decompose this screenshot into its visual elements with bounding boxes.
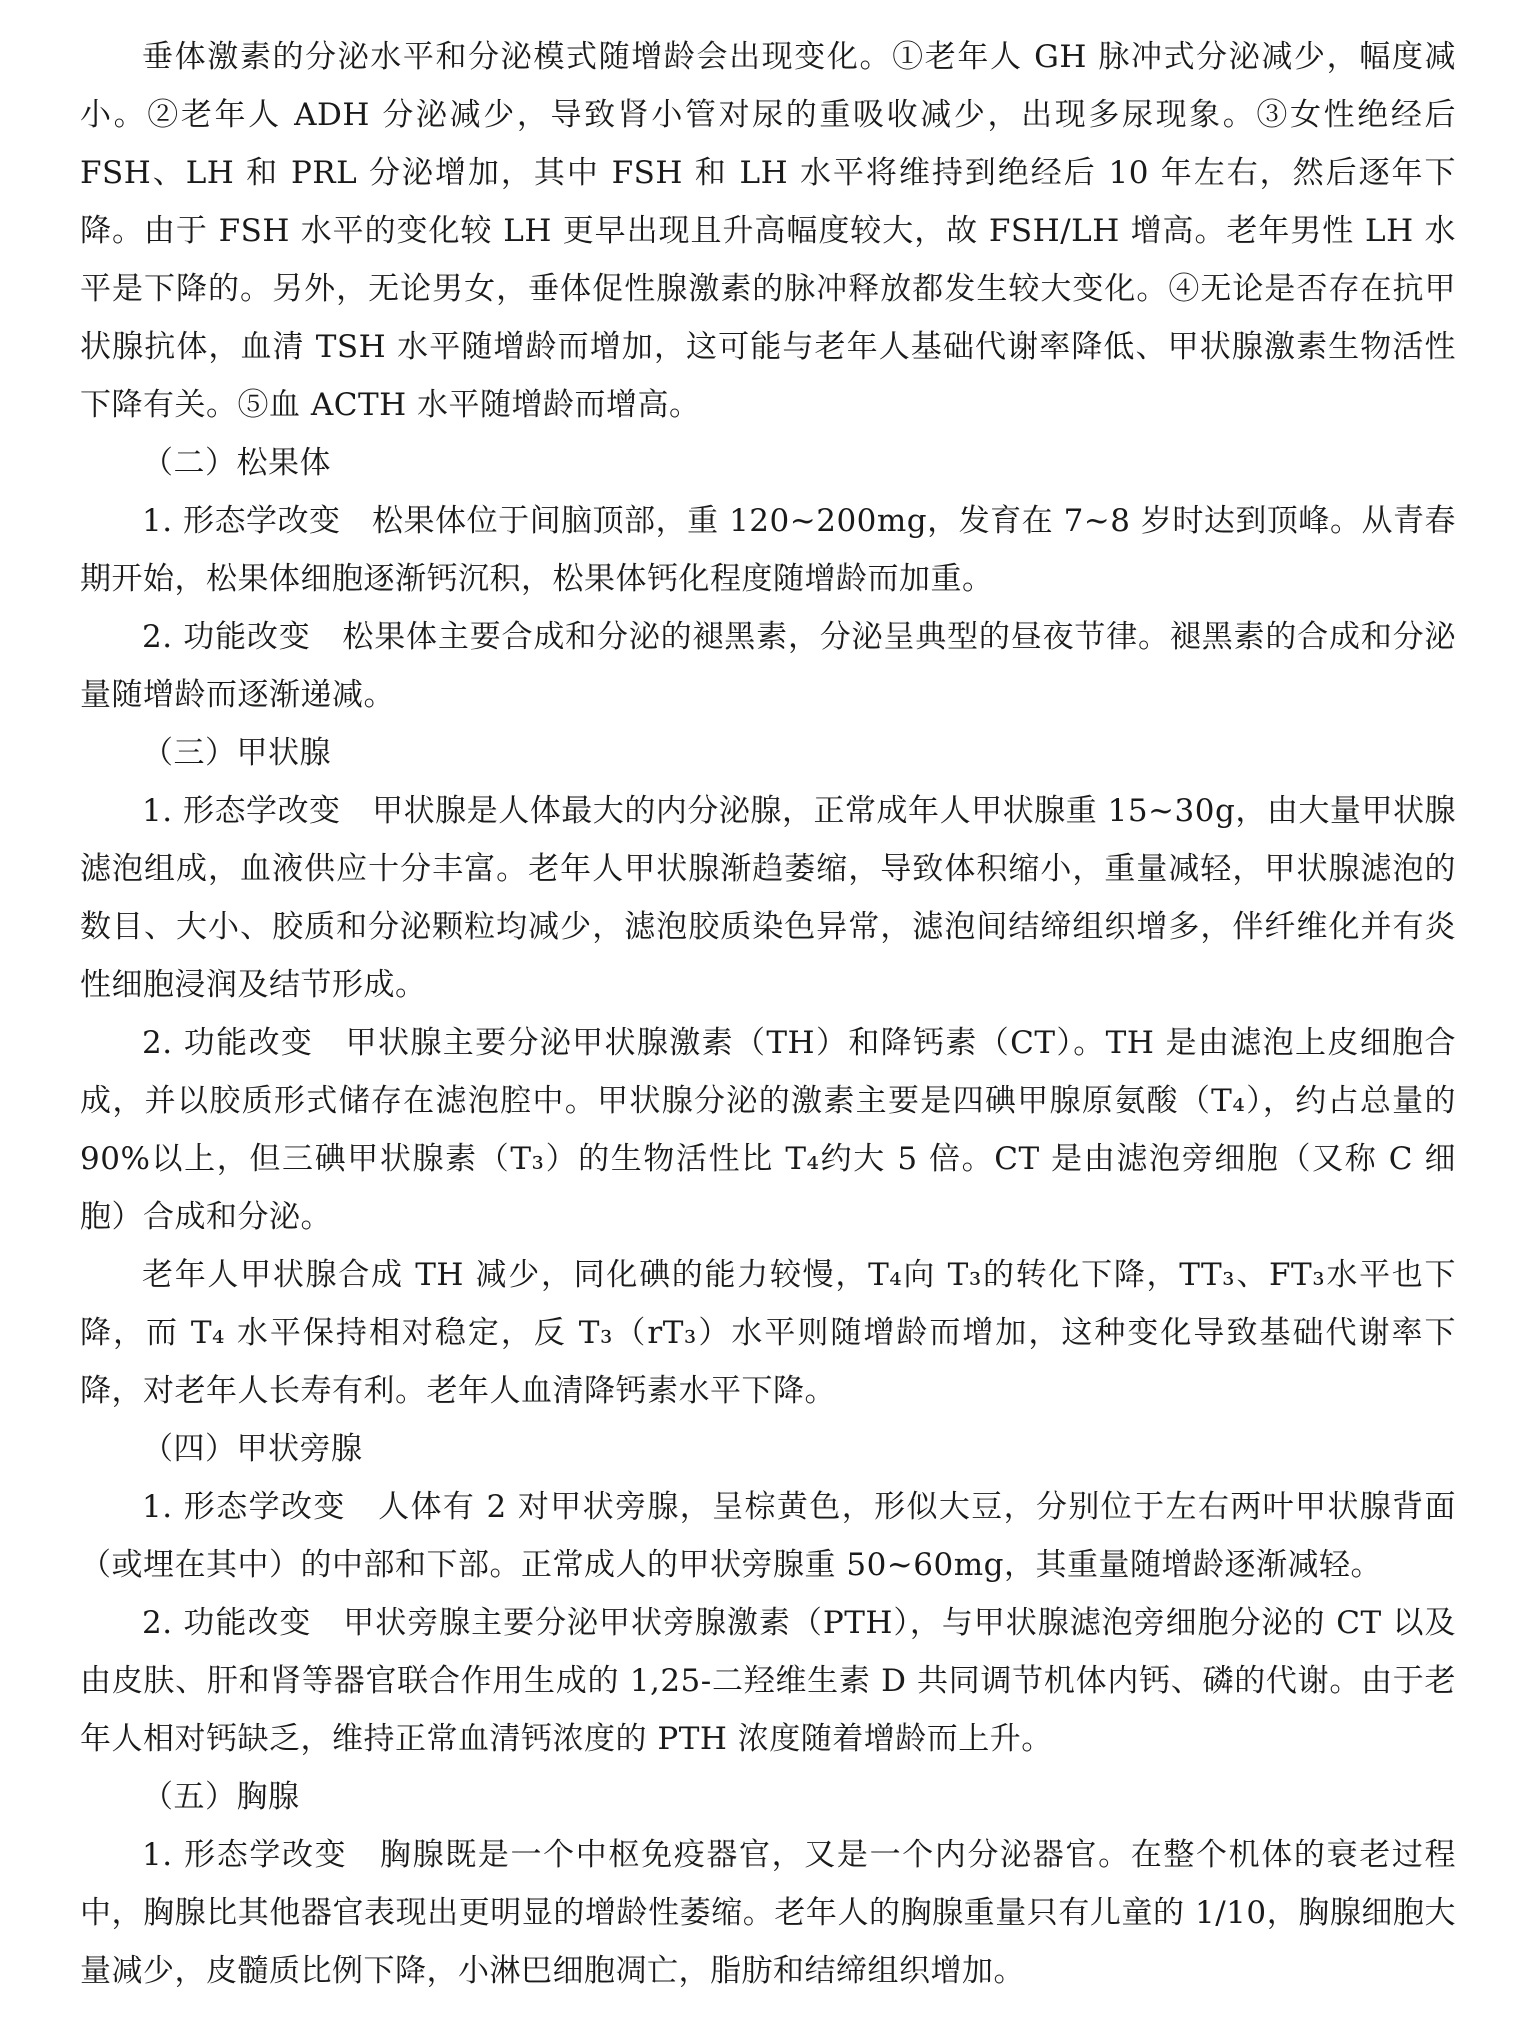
section-heading-pineal: （二）松果体 — [142, 445, 331, 481]
paragraph-thyroid-aging: 老年人甲状腺合成 TH 减少，同化碘的能力较慢，T₄向 T₃的转化下降，TT₃、FT₃水平也下降，而 T₄ 水平保持相对稳定，反 T₃（rT₃）水平则随增龄而增加，这种变化导致基础代谢率下降，对老年人长寿有利。老年人血清降钙素水平下降。 — [80, 1257, 1456, 1409]
section-heading-parathyroid: （四）甲状旁腺 — [142, 1431, 363, 1467]
paragraph-pineal-morphology: 1. 形态学改变 松果体位于间脑顶部，重 120~200mg，发育在 7~8 岁时达到顶峰。从青春期开始，松果体细胞逐渐钙沉积，松果体钙化程度随增龄而加重。 — [80, 503, 1456, 597]
document-page — [80, 28, 1456, 2000]
paragraph-thyroid-function: 2. 功能改变 甲状腺主要分泌甲状腺激素（TH）和降钙素（CT）。TH 是由滤泡上皮细胞合成，并以胶质形式储存在滤泡腔中。甲状腺分泌的激素主要是四碘甲腺原氨酸（T₄），约占总量的 90%以上，但三碘甲状腺素（T₃）的生物活性比 T₄约大 5 倍。CT 是由滤泡旁细胞（又称 C 细胞）合成和分泌。 — [80, 1025, 1456, 1235]
paragraph-parathyroid-function: 2. 功能改变 甲状旁腺主要分泌甲状旁腺激素（PTH），与甲状腺滤泡旁细胞分泌的 CT 以及由皮肤、肝和肾等器官联合作用生成的 1,25-二羟维生素 D 共同调节机体内钙、磷的代谢。由于老年人相对钙缺乏，维持正常血清钙浓度的 PTH 浓度随着增龄而上升。 — [80, 1605, 1456, 1757]
paragraph-thyroid-morphology: 1. 形态学改变 甲状腺是人体最大的内分泌腺，正常成年人甲状腺重 15~30g，由大量甲状腺滤泡组成，血液供应十分丰富。老年人甲状腺渐趋萎缩，导致体积缩小，重量减轻，甲状腺滤泡的数目、大小、胶质和分泌颗粒均减少，滤泡胶质染色异常，滤泡间结缔组织增多，伴纤维化并有炎性细胞浸润及结节形成。 — [80, 793, 1456, 1003]
paragraph-pituitary-hormones: 垂体激素的分泌水平和分泌模式随增龄会出现变化。①老年人 GH 脉冲式分泌减少，幅度减小。②老年人 ADH 分泌减少，导致肾小管对尿的重吸收减少，出现多尿现象。③女性绝经后 FSH、LH 和 PRL 分泌增加，其中 FSH 和 LH 水平将维持到绝经后 10 年左右，然后逐年下降。由于 FSH 水平的变化较 LH 更早出现且升高幅度较大，故 FSH/LH 增高。老年男性 LH 水平是下降的。另外，无论男女，垂体促性腺激素的脉冲释放都发生较大变化。④无论是否存在抗甲状腺抗体，血清 TSH 水平随增龄而增加，这可能与老年人基础代谢率降低、甲状腺激素生物活性下降有关。⑤血 ACTH 水平随增龄而增高。 — [80, 39, 1456, 423]
section-heading-thyroid: （三）甲状腺 — [142, 735, 331, 771]
paragraph-thymus-morphology: 1. 形态学改变 胸腺既是一个中枢免疫器官，又是一个内分泌器官。在整个机体的衰老过程中，胸腺比其他器官表现出更明显的增龄性萎缩。老年人的胸腺重量只有儿童的 1/10，胸腺细胞大量减少，皮髓质比例下降，小淋巴细胞凋亡，脂肪和结缔组织增加。 — [80, 1837, 1456, 1989]
paragraph-pineal-function: 2. 功能改变 松果体主要合成和分泌的褪黑素，分泌呈典型的昼夜节律。褪黑素的合成和分泌量随增龄而逐渐递减。 — [80, 619, 1456, 713]
section-heading-thymus: （五）胸腺 — [142, 1779, 300, 1815]
paragraph-parathyroid-morphology: 1. 形态学改变 人体有 2 对甲状旁腺，呈棕黄色，形似大豆，分别位于左右两叶甲状腺背面（或埋在其中）的中部和下部。正常成人的甲状旁腺重 50~60mg，其重量随增龄逐渐减轻。 — [80, 1489, 1456, 1583]
